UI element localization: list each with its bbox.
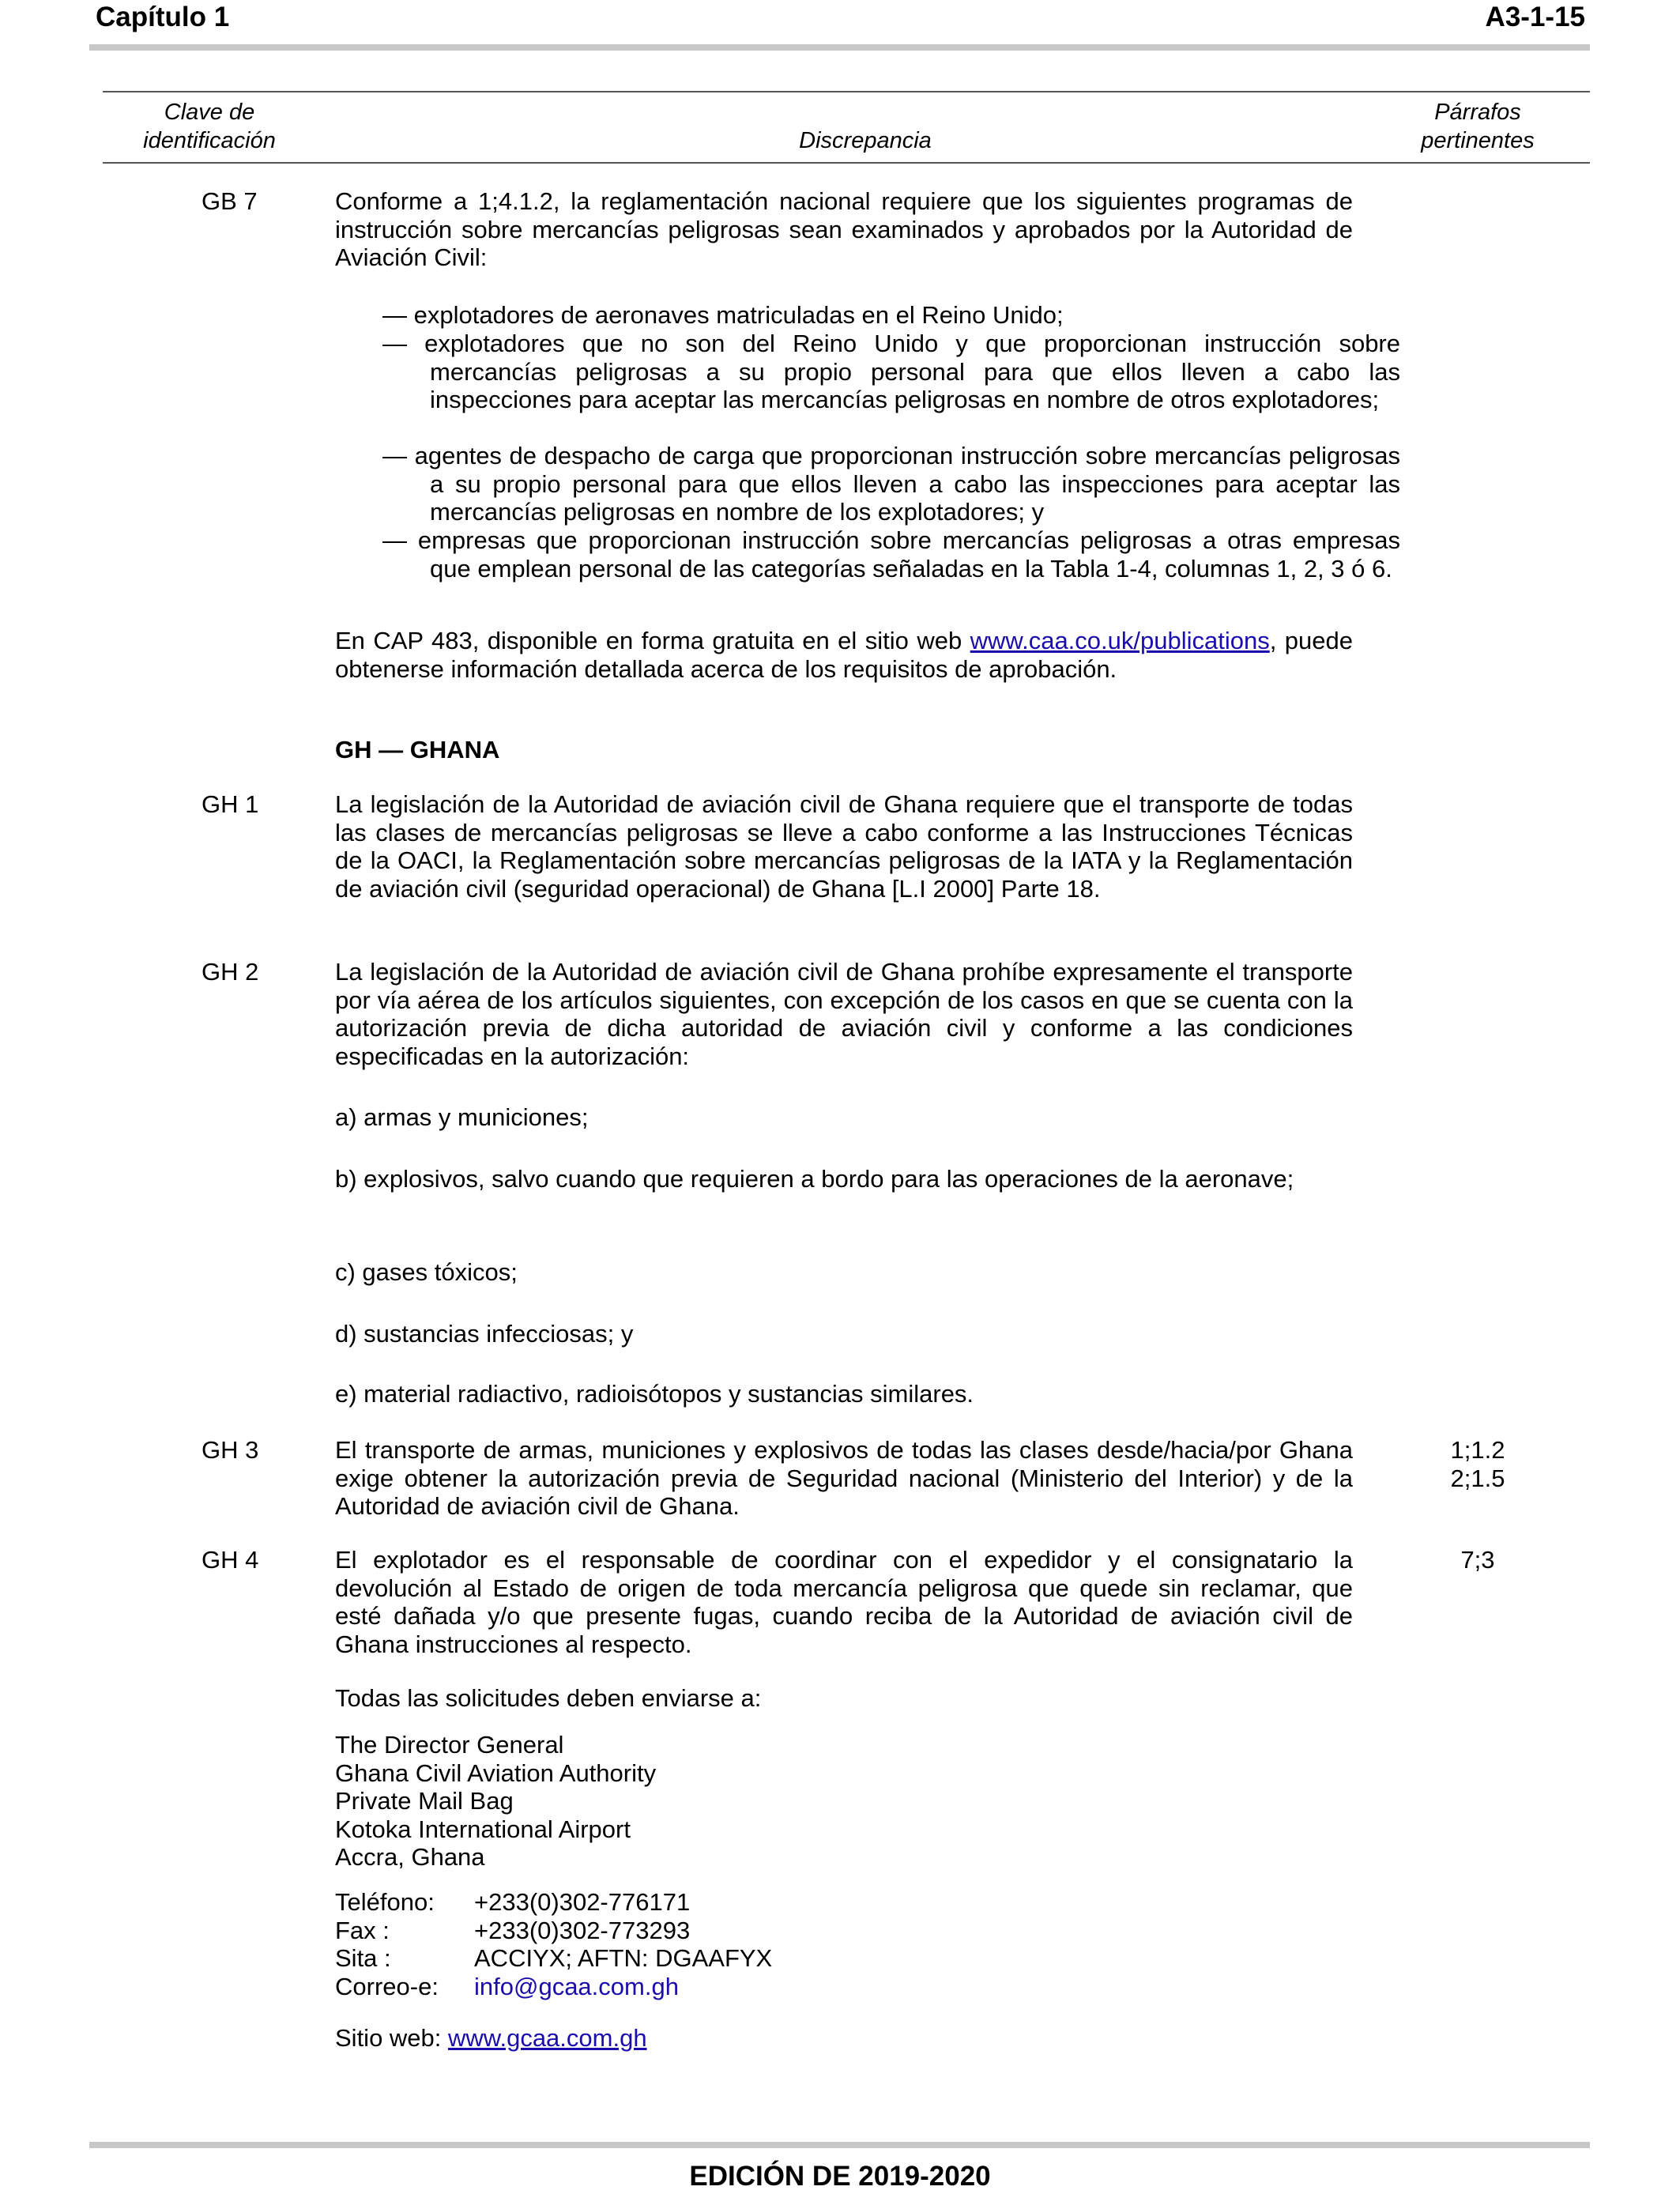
contact-phone-label: Teléfono: [335, 1888, 435, 1916]
table-top-rule [103, 91, 1590, 92]
gcaa-website-link[interactable]: www.gcaa.com.gh [448, 2024, 647, 2052]
gh4-requests-line: Todas las solicitudes deben enviarse a: [335, 1684, 762, 1712]
gh3-text: El transporte de armas, municiones y explosivos de todas las clases desde/hacia/por Ghana exige obtener la autorización previa de Seguridad nacional (Ministerio del Interior) y de la Autoridad de aviación civil de Ghana. [335, 1436, 1353, 1520]
caa-publications-link[interactable]: www.caa.co.uk/publications [970, 627, 1270, 654]
address-line-2: Ghana Civil Aviation Authority [335, 1759, 657, 1787]
table-header-rule [103, 162, 1590, 164]
contact-email [335, 1973, 772, 2001]
gh2-item-e: e) material radiactivo, radioisótopos y sustancias similares. [335, 1380, 974, 1408]
gh4-contacts-block [335, 1888, 772, 2000]
col-header-key [119, 98, 300, 155]
website-label: Sitio web: [335, 2024, 449, 2052]
gh2-item-a: a) armas y municiones; [335, 1103, 589, 1131]
footer-rule [89, 2142, 1590, 2148]
gh4-text: El explotador es el responsable de coordinar con el expedidor y el consignatario la devolución al Estado de origen de toda mercancía peligrosa que quede sin reclamar, que esté dañada y/o que presente fugas, cuando reciba de la Autoridad de aviación civil de Ghana instrucciones al respecto. [335, 1546, 1353, 1658]
contact-fax-value: +233(0)302-773293 [474, 1916, 691, 1944]
contact-sita [335, 1944, 772, 1973]
gh2-item-c: c) gases tóxicos; [335, 1258, 518, 1286]
address-line-4: Kotoka International Airport [335, 1815, 631, 1843]
entry-key-gh4: GH 4 [202, 1546, 259, 1574]
col-header-discrepancy: Discrepancia [799, 128, 932, 153]
gh2-text: La legislación de la Autoridad de aviación civil de Ghana prohíbe expresamente el transporte por vía aérea de los artículos siguientes, con excepción de los casos en que se cuenta con la autorización previa de dicha autoridad de aviación civil y conforme a las condiciones especificadas en la autorización: [335, 958, 1353, 1070]
gh3-paragraph-ref-2: 2;1.5 [1450, 1464, 1505, 1492]
gh3-paragraph-ref-1: 1;1.2 [1450, 1436, 1505, 1464]
entry-key-gh2: GH 2 [202, 958, 259, 986]
gh1-text: La legislación de la Autoridad de aviación civil de Ghana requiere que el transporte de todas las clases de mercancías peligrosas se lleve a cabo conforme a las Instrucciones Técnicas de la OACI, la Reglamentación sobre mercancías peligrosas de la IATA y la Reglamentación de aviación civil (seguridad operacional) de Ghana [L.I 2000] Parte 18. [335, 790, 1353, 903]
contact-email-label: Correo-e: [335, 1972, 439, 2000]
address-line-1: The Director General [335, 1731, 564, 1759]
page-number: A3-1-15 [1485, 2, 1585, 32]
gb7-note-text-after: , puede obtenerse información detallada acerca de los requisitos de aprobación. [335, 627, 1353, 683]
gh2-item-d: d) sustancias infecciosas; y [335, 1320, 634, 1348]
contact-sita-label: Sita : [335, 1944, 391, 1972]
email-link[interactable]: info@gcaa.com.gh [474, 1972, 679, 2000]
header-rule [89, 44, 1590, 51]
col-header-key-line2: identificación [143, 128, 276, 153]
contact-sita-value: ACCIYX; AFTN: DGAAFYX [474, 1944, 773, 1972]
entry-key-gh1: GH 1 [202, 790, 259, 818]
gb7-intro: Conforme a 1;4.1.2, la reglamentación nacional requiere que los siguientes programas de instrucción sobre mercancías peligrosas sean examinados y aprobados por la Autoridad de Aviación Civil: [335, 187, 1353, 271]
gh4-paragraph-ref: 7;3 [1460, 1546, 1495, 1574]
gb7-note [335, 627, 1353, 683]
col-header-paragraphs [1399, 98, 1557, 155]
gh4-address-block [335, 1731, 656, 1872]
gb7-item-3: — agentes de despacho de carga que proporcionan instrucción sobre mercancías peligrosas a su propio personal para que ellos lleven a cabo las inspecciones para aceptar las mercancías peligrosas en nombre de los explotadores; y [382, 442, 1400, 526]
entry-key-gb7: GB 7 [202, 187, 258, 215]
col-header-paragraphs-line1: Párrafos [1434, 100, 1521, 125]
gh3-paragraph-refs [1414, 1436, 1541, 1492]
chapter-title: Capítulo 1 [96, 2, 230, 32]
col-header-paragraphs-line2: pertinentes [1421, 128, 1535, 153]
edition-footer: EDICIÓN DE 2019-2020 [689, 2161, 991, 2192]
address-line-3: Private Mail Bag [335, 1787, 514, 1815]
gh2-item-b: b) explosivos, salvo cuando que requieren a bordo para las operaciones de la aeronave; [335, 1165, 1294, 1193]
entry-key-gh3: GH 3 [202, 1436, 259, 1464]
contact-phone-value: +233(0)302-776171 [474, 1888, 691, 1916]
gh4-website-line [335, 2024, 647, 2053]
gb7-note-text-before: En CAP 483, disponible en forma gratuita en el sitio web [335, 627, 970, 654]
col-header-key-line1: Clave de [164, 100, 255, 125]
gb7-item-1: — explotadores de aeronaves matriculadas en el Reino Unido; [382, 301, 1064, 329]
gb7-item-4: — empresas que proporcionan instrucción sobre mercancías peligrosas a otras empresas que emplean personal de las categorías señaladas en la Tabla 1-4, columnas 1, 2, 3 ó 6. [382, 526, 1400, 582]
section-heading-ghana: GH — GHANA [335, 736, 500, 763]
contact-fax-label: Fax : [335, 1916, 390, 1944]
contact-fax [335, 1917, 772, 1945]
contact-phone [335, 1888, 772, 1917]
address-line-5: Accra, Ghana [335, 1843, 485, 1871]
gb7-item-2: — explotadores que no son del Reino Unido y que proporcionan instrucción sobre mercancías peligrosas a su propio personal para que ellos lleven a cabo las inspecciones para aceptar las mercancías peligrosas en nombre de otros explotadores; [382, 330, 1400, 413]
